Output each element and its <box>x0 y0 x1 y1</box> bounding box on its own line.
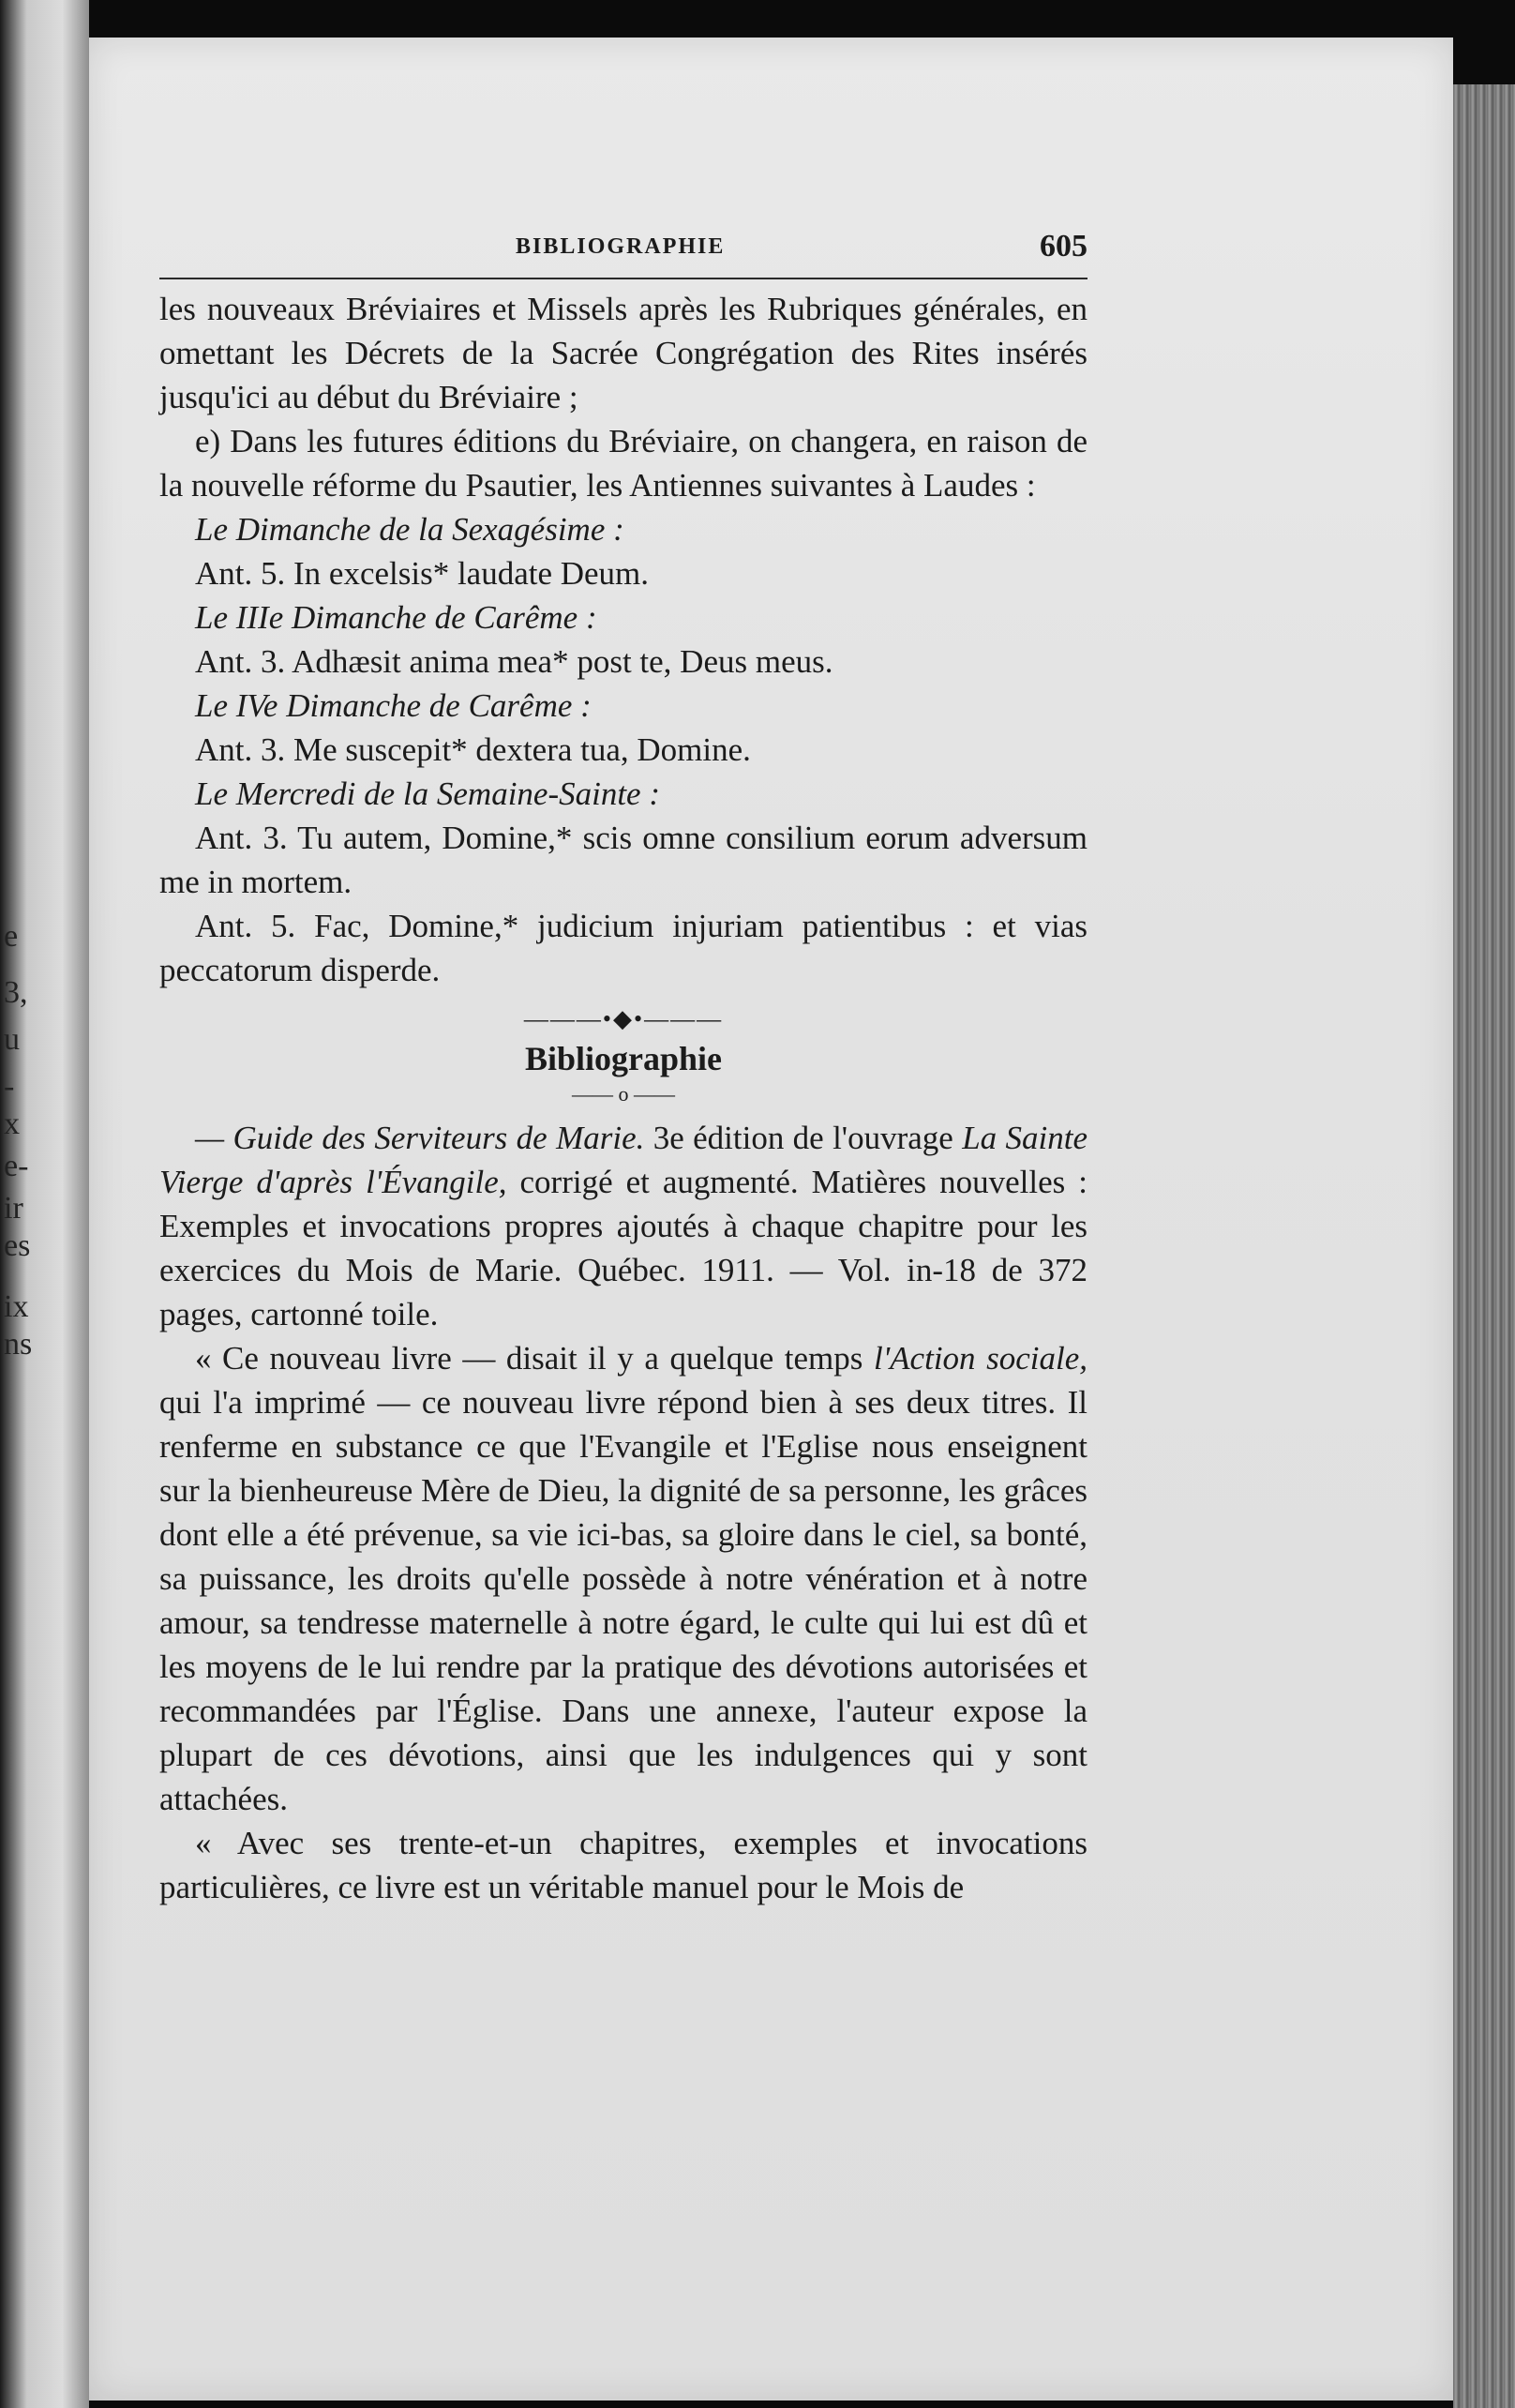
bibliography-entry <box>159 1116 1088 1336</box>
publication-name: l'Action sociale, <box>873 1340 1088 1377</box>
antiphon: Ant. 3. Adhæsit anima mea* post te, Deus meus. <box>195 643 833 680</box>
section-title: Bibliographie <box>524 1040 723 1077</box>
antiphon-heading: Le IIIe Dimanche de Carême : <box>195 599 597 636</box>
antiphon: Ant. 3. Me suscepit* dextera tua, Domine. <box>195 731 751 768</box>
page-content <box>159 225 1088 1909</box>
antiphon-heading: Le Mercredi de la Semaine-Sainte : <box>195 775 660 812</box>
adjacent-text-fragment: u <box>4 1022 20 1057</box>
adjacent-text-fragment: ix <box>4 1289 29 1324</box>
antiphon: Ant. 5. Fac, Domine,* judicium injuriam patientibus : et vias peccatorum disperde. <box>159 908 1088 988</box>
adjacent-text-fragment: e- <box>4 1149 29 1183</box>
antiphon: Ant. 5. In excelsis* laudate Deum. <box>195 555 650 592</box>
page-edges <box>1453 84 1515 2408</box>
antiphon-heading: Le IVe Dimanche de Carême : <box>195 687 592 724</box>
entry-text: 3e édition de l'ouvrage <box>644 1120 963 1156</box>
paragraph: e) Dans les futures éditions du Bréviaire, on changera, en raison de la nouvelle réforme du Psautier, les Antiennes suivantes à Laudes : <box>159 423 1088 504</box>
adjacent-page-strip <box>0 0 89 2408</box>
adjacent-text-fragment: 3, <box>4 975 28 1010</box>
antiphon: Ant. 3. Tu autem, Domine,* scis omne consilium eorum adversum me in mortem. <box>159 820 1088 900</box>
paragraph: les nouveaux Bréviaires et Missels après les Rubriques générales, en omettant les Décrets de la Sacrée Congrégation des Rites insérés jusqu'ici au début du Bréviaire ; <box>159 291 1088 415</box>
adjacent-text-fragment: - <box>4 1069 15 1104</box>
review-text: « Ce nouveau livre — disait il y a quelque temps <box>195 1340 874 1377</box>
adjacent-text-fragment: ns <box>4 1327 33 1362</box>
section-ornament: ———•◆•——— <box>523 1005 724 1032</box>
adjacent-text-fragment: ir <box>4 1191 23 1226</box>
review-text: qui l'a imprimé — ce nouveau livre répond bien à ses deux titres. Il renferme en substance ce que l'Evangile et l'Eglise nous enseignent sur la bienheureuse Mère de Dieu, la dignité de sa personne, les grâces dont elle a été prévenue, sa vie ici-bas, sa gloire dans le ciel, sa bonté, sa puissance, les droits qu'elle possède à notre vénération et à notre amour, sa tendresse maternelle à notre égard, le culte qui lui est dû et les moyens de le lui rendre par la pratique des dévotions autorisées et recommandées par l'Église. Dans une annexe, l'auteur expose la plupart de ces dévotions, ainsi que les indulgences qui y sont attachées. <box>159 1384 1088 1817</box>
section-rule: —— o —— <box>572 1082 675 1106</box>
adjacent-text-fragment: es <box>4 1228 31 1263</box>
entry-text: corrigé et augmenté. Matières nouvelles : Exemples et invocations propres ajoutés à chaque chapitre pour les exercices du Mois de Marie. Québec. 1911. — Vol. in-18 de 372 pages, cartonné toile. <box>159 1164 1088 1332</box>
adjacent-text-fragment: x <box>4 1106 20 1141</box>
running-title: BIBLIOGRAPHIE <box>516 234 726 259</box>
page-header <box>159 225 1088 279</box>
book-title: La Sainte Vierge d'après l'Évangile, <box>159 1120 1088 1200</box>
book-title: — Guide des Serviteurs de Marie. <box>195 1120 645 1156</box>
page-number: 605 <box>1040 229 1088 263</box>
antiphon-heading: Le Dimanche de la Sexagésime : <box>195 511 624 548</box>
review-paragraph: « Avec ses trente-et-un chapitres, exemples et invocations particulières, ce livre est un véritable manuel pour le Mois de <box>159 1825 1088 1905</box>
adjacent-text-fragment: e <box>4 919 19 954</box>
review-paragraph <box>159 1336 1088 1821</box>
